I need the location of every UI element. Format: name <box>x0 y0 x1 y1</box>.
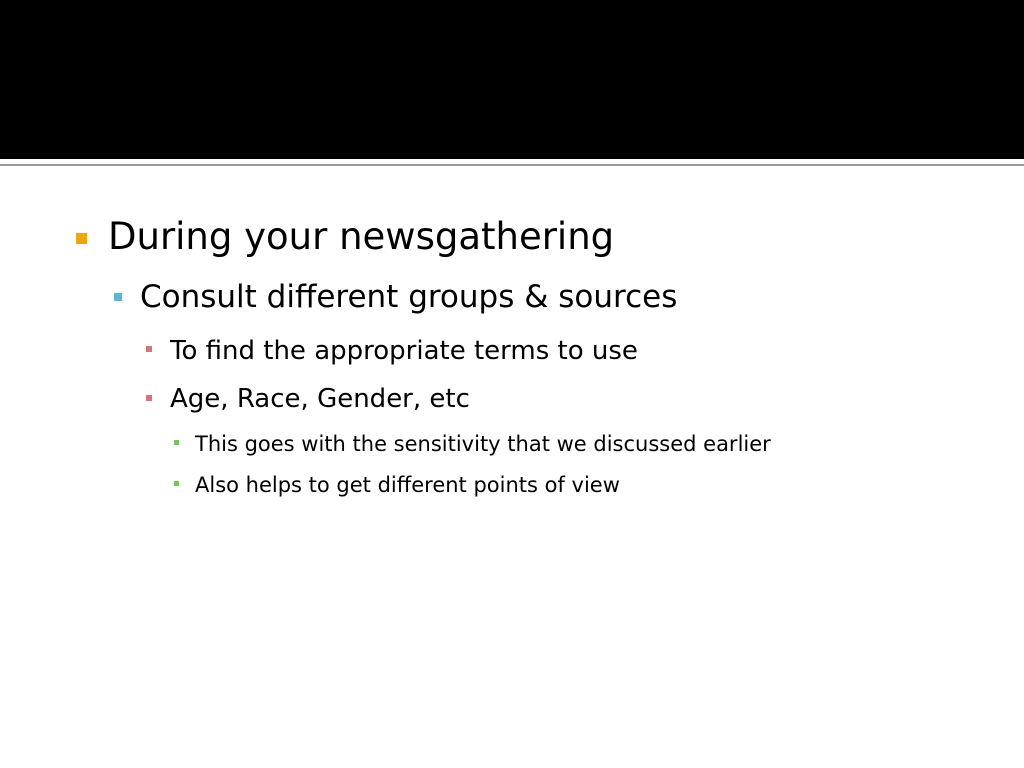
header-divider <box>0 164 1024 166</box>
bullet-level-4: This goes with the sensitivity that we discussed earlier <box>195 432 771 456</box>
square-bullet-icon <box>174 440 179 445</box>
square-bullet-icon <box>146 395 152 401</box>
slide-header-band <box>0 0 1024 159</box>
square-bullet-icon <box>76 233 87 244</box>
bullet-level-3: To find the appropriate terms to use <box>170 336 638 366</box>
bullet-level-4: Also helps to get different points of view <box>195 473 620 497</box>
square-bullet-icon <box>114 293 122 301</box>
bullet-level-3: Age, Race, Gender, etc <box>170 384 470 414</box>
square-bullet-icon <box>174 481 179 486</box>
bullet-level-2: Consult different groups & sources <box>140 279 678 315</box>
square-bullet-icon <box>146 346 152 352</box>
bullet-level-1: During your newsgathering <box>108 215 615 258</box>
